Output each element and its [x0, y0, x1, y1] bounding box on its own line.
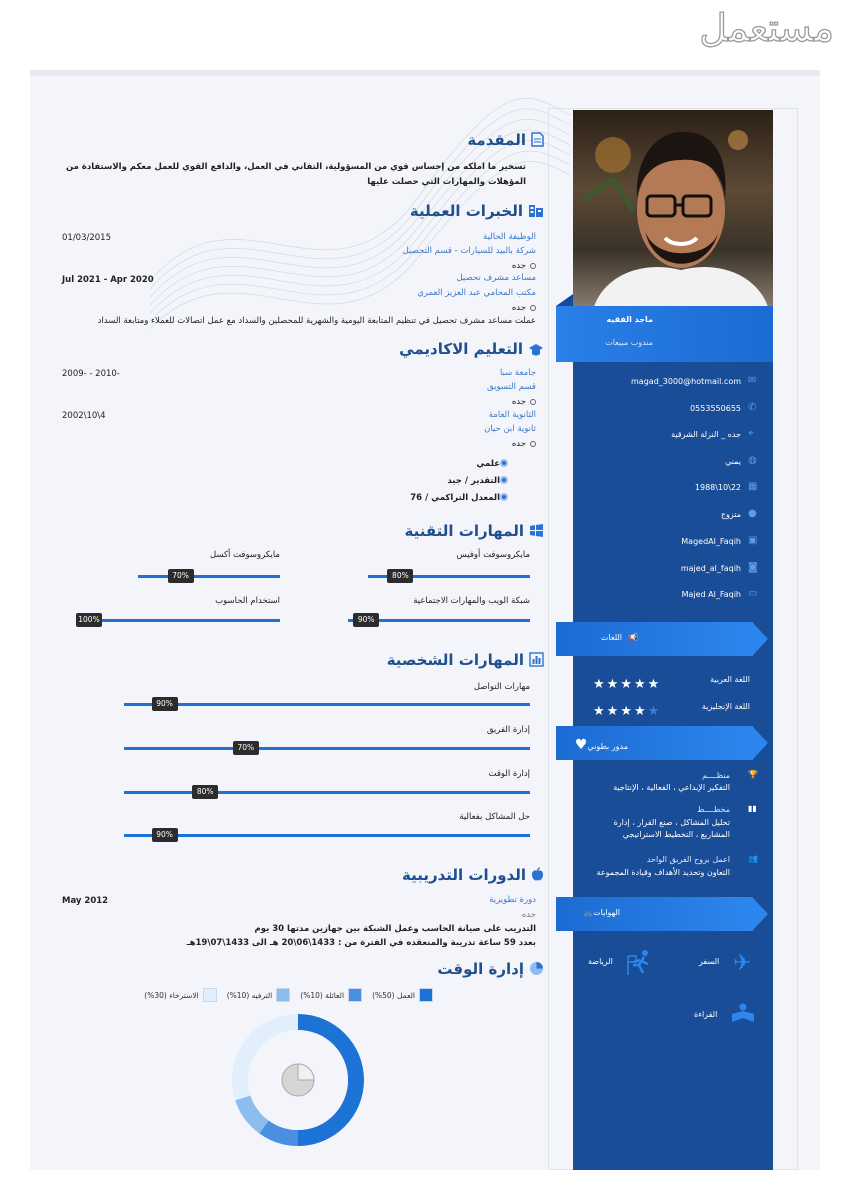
tech-skill-label: شبكة الويب والمهارات الاجتماعية [413, 596, 530, 606]
about-item-title: اعمل بروح الفريق الواحد [646, 855, 730, 864]
personal-skill-track [124, 747, 530, 750]
about-item-title: منظــــم [702, 771, 730, 780]
youtube-icon: ▭ [748, 588, 758, 599]
experience-date: 01/03/2015 [62, 233, 111, 243]
tech-skill-track [138, 575, 280, 578]
about-title: ♥مدور بطوني [574, 737, 628, 753]
legend-item [372, 988, 433, 1002]
ribbon-fold [556, 294, 573, 306]
education-detail: التقدير / جيد [447, 476, 514, 486]
legend-item [227, 988, 291, 1002]
pie-chart-icon [529, 961, 544, 980]
star-icon: ★ [647, 704, 662, 719]
contact-text: 0553550655 [690, 404, 741, 413]
section-education-title: التعليم الاكاديمي [399, 340, 544, 360]
section-tech-skills-title: المهارات التقنية [405, 522, 544, 542]
windows-icon [529, 523, 544, 542]
bar-chart-icon [529, 652, 544, 671]
tech-skill-track [78, 619, 280, 622]
experience-role: الوظيفة الحالية [483, 232, 536, 242]
legend-swatch [348, 988, 362, 1002]
hobby-travel: السفر [699, 957, 720, 966]
education-city: جده [512, 439, 536, 449]
personal-skill-label: إدارة الوقت [488, 769, 530, 779]
tech-skill-percent: 70% [168, 569, 194, 583]
tech-skill-label: مايكروسوفت أوفيس [456, 550, 530, 560]
ribbon-arrow [752, 622, 768, 656]
legend-swatch [419, 988, 433, 1002]
section-time-title: إدارة الوقت [437, 960, 544, 980]
about-item-text: تحليل المشاكل ، صنع القرار ، إدارة المشاريع ، التخطيط الاستراتيجي [613, 818, 730, 839]
experience-city: جده [512, 303, 536, 313]
contact-text: Majed Al_Faqih [681, 590, 741, 599]
legend-label: الاسترخاء (30%) [144, 990, 199, 1000]
tech-skill-label: مايكروسوفت أكسل [209, 550, 280, 560]
profile-job: مندوب مبيعات [605, 338, 653, 347]
airplane-icon: ✈ [733, 951, 752, 976]
time-donut-chart [228, 1010, 368, 1150]
contact-text: majed_al_faqih [680, 564, 741, 573]
bullet-icon [500, 493, 508, 501]
legend-label: العمل (50%) [372, 990, 415, 1000]
map-pin-icon [530, 399, 536, 405]
education-school: الثانوية العامة [488, 410, 536, 420]
star-icon: ★ [593, 704, 607, 719]
personal-skill-track [124, 834, 530, 837]
ribbon-arrow [752, 726, 768, 760]
email-icon: ✉ [748, 375, 757, 386]
about-item-text: التفكير الإبداعي ، الفعالية ، الإنتاجية [613, 783, 730, 792]
tech-skill-percent: 80% [387, 569, 413, 583]
tech-skill-percent: 90% [353, 613, 379, 627]
course-date: May 2012 [62, 896, 109, 906]
user-icon: ● [748, 508, 757, 519]
star-icon: ★ [633, 677, 648, 692]
course-hours: بعدد 59 ساعة تدريبة والمنعقده في الفترة من : 1433\06\20 هـ الى 1433\07\19هـ [186, 938, 536, 948]
chart-legend [144, 988, 433, 1002]
bullet-icon [500, 459, 508, 467]
contact-text: magad_3000@hotmail.com [631, 377, 741, 386]
reading-icon [730, 1002, 756, 1024]
education-city: جده [512, 397, 536, 407]
about-item-text: التعاون وتحديد الأهداف وقيادة المجموعة [596, 868, 730, 877]
legend-label: الترفيه (10%) [226, 990, 273, 1000]
megaphone-icon: 📢 [628, 633, 638, 642]
personal-skill-label: إدارة الفريق [486, 725, 530, 735]
tech-skill-label: استخدام الحاسوب [215, 596, 280, 606]
map-pin-icon [530, 305, 536, 311]
star-icon: ★ [647, 677, 662, 692]
star-icon: ★ [593, 677, 607, 692]
course-city: جده [521, 910, 536, 920]
personal-skill-percent: 80% [192, 785, 218, 799]
instagram-icon: ◙ [748, 562, 758, 573]
map-pin-icon [530, 441, 536, 447]
education-detail: علمي [476, 459, 514, 469]
phone-icon: ✆ [748, 402, 757, 413]
personal-skill-label: حل المشاكل بفعالية [459, 812, 530, 822]
section-personal-skills-title: المهارات الشخصية [387, 651, 544, 671]
top-strip [0, 0, 848, 70]
legend-label: العائلة (10%) [300, 990, 345, 1000]
section-experience-title: الخبرات العملية [410, 202, 544, 222]
profile-photo [573, 110, 773, 310]
section-courses-title: الدورات التدريبية [402, 866, 544, 886]
contact-text: 1988\10\22 [694, 483, 741, 492]
language-stars [593, 673, 661, 692]
profile-name: ماجد الفقيه [606, 315, 653, 324]
trophy-icon: 🏆 [748, 770, 758, 779]
document-icon [531, 132, 544, 151]
education-date: 2002\10\4 [62, 411, 106, 421]
watermark-logo: مستعمل [699, 6, 834, 50]
intro-text: تسخير ما املكه من إحساس قوي من المسؤولية، التفاني في العمل، والدافع القوي للعمل معكم والاستفادة من المؤهلات والمهارات التي حصلت عليها [65, 162, 526, 187]
contact-text: جده _ النزلة الشرقية [671, 430, 741, 439]
personal-skill-percent: 90% [152, 828, 178, 842]
personal-skill-track [124, 703, 530, 706]
course-description: التدريب على صيانة الحاسب وعمل الشبكة بين جهازين مدتها 30 يوم [254, 924, 536, 934]
languages-ribbon [556, 622, 753, 656]
section-intro-title: المقدمة [467, 131, 544, 151]
graduation-cap-icon [528, 342, 544, 360]
calendar-icon: ▦ [748, 481, 758, 492]
bicycle-icon: 🚲 [583, 908, 594, 917]
running-icon [626, 948, 656, 976]
contact-text: يمني [725, 457, 741, 466]
experience-city: جده [512, 261, 536, 271]
tech-skill-percent: 100% [76, 613, 102, 627]
globe-icon: ◍ [748, 455, 757, 466]
twitter-icon: ▣ [748, 535, 758, 546]
personal-skill-percent: 70% [233, 741, 259, 755]
planner-icon: ▮▮ [748, 804, 757, 813]
star-icon: ★ [620, 677, 634, 692]
building-icon [528, 203, 544, 222]
personal-skill-label: مهارات التواصل [473, 682, 530, 692]
about-item-title: مخطــــط [697, 805, 730, 814]
star-icon: ★ [633, 704, 648, 719]
experience-company: مكتب المحامي عبد العزيز العمري [417, 288, 536, 298]
location-icon: ⌖ [748, 428, 754, 439]
legend-item [300, 988, 362, 1002]
contact-text: MagedAl_Faqih [681, 537, 741, 546]
experience-company: شركة بالبيد للسيارات - قسم التحصيل [402, 246, 536, 256]
education-school: جامعة سبا [499, 368, 536, 378]
hobby-sport: الرياضة [588, 957, 613, 966]
hobbies-title: 🚲الهوايات [583, 908, 620, 917]
experience-date: Jul 2021 - Apr 2020 [62, 275, 154, 285]
language-label: اللغة الإنجليزية [701, 702, 750, 711]
name-ribbon [556, 306, 773, 362]
personal-skill-track [124, 791, 530, 794]
experience-role: مساعد مشرف تحصيل [456, 273, 536, 283]
education-date: 2009- - 2010- [62, 369, 120, 379]
legend-swatch [203, 988, 217, 1002]
star-icon: ★ [606, 677, 621, 692]
team-icon: 👥 [748, 854, 758, 863]
heart-icon: ♥ [574, 737, 588, 753]
contact-text: متزوج [720, 510, 741, 519]
legend-item [144, 988, 216, 1002]
experience-description: عملت مساعد مشرف تحصيل في تنظيم المتابعة اليومية والشهرية للمحصلين والسداد مع عمل اتصالات للعملاء ومتابعة السداد [97, 316, 536, 326]
apple-icon [531, 867, 544, 886]
language-label: اللغة العربية [710, 675, 750, 684]
ribbon-arrow [752, 897, 768, 931]
course-name: دورة تطويرية [489, 895, 536, 905]
star-icon: ★ [620, 704, 634, 719]
personal-skill-percent: 90% [152, 697, 178, 711]
star-icon: ★ [606, 704, 621, 719]
education-department: ثانوية ابن حيان [484, 424, 536, 434]
map-pin-icon [530, 263, 536, 269]
language-stars [593, 700, 661, 719]
education-department: قسم التسويق [487, 382, 536, 392]
languages-title: اللغات 📢 [600, 633, 638, 642]
legend-swatch [276, 988, 290, 1002]
hobby-reading: القراءة [694, 1010, 718, 1019]
education-detail: المعدل التراكمي / 76 [410, 493, 514, 503]
bullet-icon [500, 476, 508, 484]
